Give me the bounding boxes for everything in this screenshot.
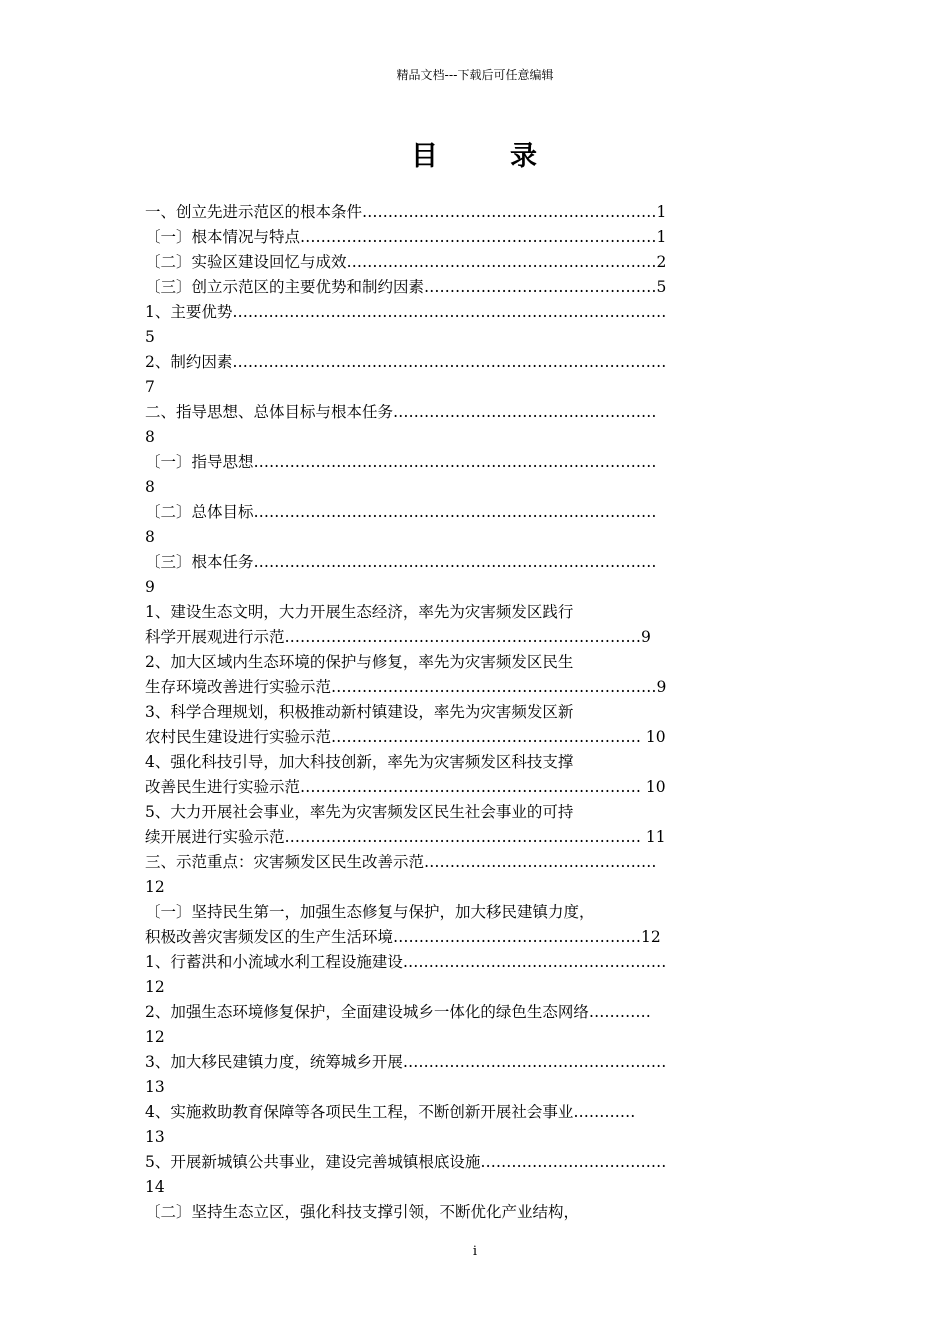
toc-line: 3、科学合理规划，积极推动新村镇建设，率先为灾害频发区新 <box>145 703 574 721</box>
toc-line: 9 <box>145 578 155 596</box>
toc-line: 3、加大移民建镇力度，统筹城乡开展…………………………………………… <box>145 1053 667 1071</box>
toc-line: 三、示范重点：灾害频发区民生改善示范……………………………………… <box>145 853 657 871</box>
toc-line: 〔一〕指导思想…………………………………………………………………… <box>145 453 657 471</box>
toc-line: 〔一〕根本情况与特点……………………………………………………………1 <box>145 228 667 246</box>
toc-line: 5 <box>145 328 155 346</box>
toc-line: 13 <box>145 1128 165 1146</box>
toc-line: 续开展进行实验示范…………………………………………………………… 11 <box>145 828 666 846</box>
toc-line: 一、创立先进示范区的根本条件…………………………………………………1 <box>145 203 667 221</box>
toc-line: 1、行蓄洪和小流域水利工程设施建设…………………………………………… <box>145 953 667 971</box>
toc-line: 〔二〕总体目标…………………………………………………………………… <box>145 503 657 521</box>
toc-line: 5、开展新城镇公共事业，建设完善城镇根底设施……………………………… <box>145 1153 667 1171</box>
toc-line: 12 <box>145 1028 165 1046</box>
toc-line: 12 <box>145 878 165 896</box>
toc-line: 二、指导思想、总体目标与根本任务…………………………………………… <box>145 403 657 421</box>
toc-line: 〔二〕实验区建设回忆与成效……………………………………………………2 <box>145 253 667 271</box>
toc-line: 〔三〕创立示范区的主要优势和制约因素………………………………………5 <box>145 278 667 296</box>
toc-line: 8 <box>145 428 155 446</box>
toc-line: 积极改善灾害频发区的生产生活环境…………………………………………12 <box>145 928 661 946</box>
page-number: i <box>472 1244 478 1259</box>
toc-line: 7 <box>145 378 155 396</box>
toc-line: 8 <box>145 478 155 496</box>
toc-line: 生存环境改善进行实验示范………………………………………………………9 <box>145 678 667 696</box>
toc-line: 〔二〕坚持生态立区，强化科技支撑引领，不断优化产业结构， <box>145 1203 580 1221</box>
title-char-2: 录 <box>510 141 539 172</box>
toc-line: 2、制约因素………………………………………………………………………… <box>145 353 667 371</box>
toc-line: 5、大力开展社会事业，率先为灾害频发区民生社会事业的可持 <box>145 803 574 821</box>
toc-line: 4、强化科技引导，加大科技创新，率先为灾害频发区科技支撑 <box>145 753 574 771</box>
toc-line: 〔一〕坚持民生第一，加强生态修复与保护，加大移民建镇力度， <box>145 903 595 921</box>
toc-line: 农村民生建设进行实验示范…………………………………………………… 10 <box>145 728 666 746</box>
toc-line: 2、加强生态环境修复保护，全面建设城乡一体化的绿色生态网络………… <box>145 1003 651 1021</box>
page-title <box>0 134 950 173</box>
title-char-1: 目 <box>411 141 440 172</box>
toc-line: 8 <box>145 528 155 546</box>
toc-line: 2、加大区域内生态环境的保护与修复，率先为灾害频发区民生 <box>145 653 574 671</box>
toc-line: 改善民生进行实验示范………………………………………………………… 10 <box>145 778 666 796</box>
toc-line: 14 <box>145 1178 165 1196</box>
table-of-contents <box>145 200 807 1225</box>
toc-line: 〔三〕根本任务…………………………………………………………………… <box>145 553 657 571</box>
toc-line: 1、建设生态文明，大力开展生态经济，率先为灾害频发区践行 <box>145 603 574 621</box>
toc-line: 13 <box>145 1078 165 1096</box>
toc-line: 科学开展观进行示范……………………………………………………………9 <box>145 628 651 646</box>
toc-line: 4、实施救助教育保障等各项民生工程，不断创新开展社会事业………… <box>145 1103 636 1121</box>
page-header: 精品文档---下载后可任意编辑 <box>396 68 554 82</box>
toc-line: 1、主要优势………………………………………………………………………… <box>145 303 667 321</box>
toc-line: 12 <box>145 978 165 996</box>
